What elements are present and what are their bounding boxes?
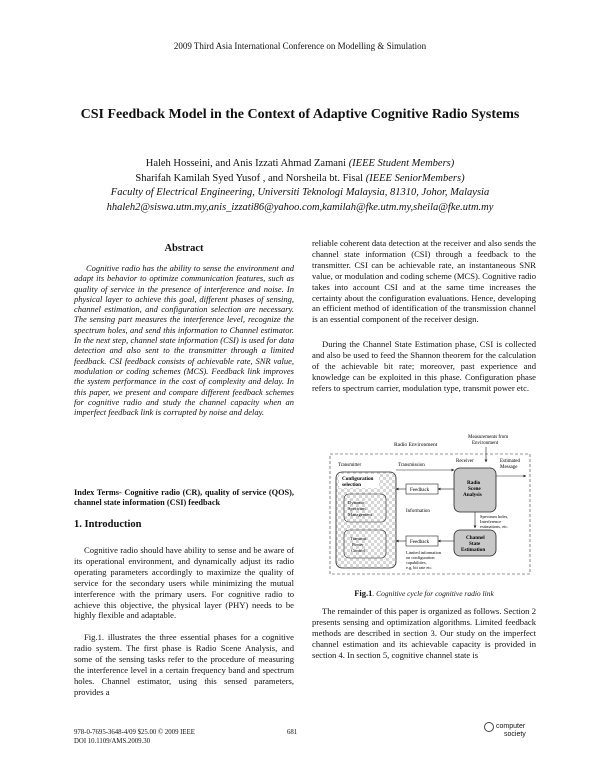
label-estimated-1: Estimated [500,459,520,464]
config-label-1: Configuration [342,476,374,482]
footer-publication-info [74,728,195,746]
transmit-power-control-box [344,530,386,558]
cse-label-2: State [469,541,481,547]
cse-label-1: Channel [466,535,485,541]
figure-cognitive-cycle [326,432,536,582]
introduction-paragraph-2: Fig.1. illustrates the three essential phases for a cognitive radio system. The first phase is Radio Scene Analysis, and some of the sensing tasks refer to the procedure of measuring the interference level in a certain frequency band and spectrum holes. Channel estimator, using this sensed parameters, provides a [74,632,294,697]
author-names-1: Haleh Hosseini, and Anis Izzati Ahmad Zamani [145,158,349,169]
dsm-label-1: Dynamic [348,500,365,505]
abstract-heading: Abstract [164,243,204,254]
fb-info-label-3: capabilities, [406,560,427,565]
fb-info-label-1: Limited information [406,550,441,555]
label-measurements-1: Measurements from [468,435,509,440]
fb-info-label-4: e.g, bit rate etc. [406,565,433,570]
dsm-label-3: Management [348,512,372,517]
index-terms: Index Terms- Cognitive radio (CR), quality of service (QOS), channel state information (CSI) feedback [74,488,294,508]
tpc-label-2: Power [352,542,364,547]
figure-caption-text: . Cognitive cycle for cognitive radio link [372,589,494,598]
dsm-label-2: Spectrum [348,506,366,511]
page-number: 681 [287,729,298,736]
author-line-1 [0,157,600,172]
author-emails: hhaleh2@siswa.utm.my,anis_izzati86@yahoo.com,kamilah@fke.utm.my,sheila@fke.utm.my [106,201,494,213]
figure-caption [312,588,536,598]
publisher-logo-icon [484,722,494,732]
author-line-2 [0,172,600,187]
label-transmitter: Transmitter [338,463,362,468]
holes-label-1: Spectrum holes, [480,514,509,519]
right-paragraph-3: The remainder of this paper is organized as follows. Section 2 presents sensing and optimization algorithms. Limited feedback methods are described in section 3. Our study on the imperfect channel estimation and its achievable capacity is provided in section 4. In section 5, cognitive channel state is [312,606,536,660]
holes-label-3: estimations, etc. [480,524,509,529]
tpc-label-1: Transmit [350,536,367,541]
publisher-logo [484,722,538,742]
label-transmission: Transmission [398,463,425,468]
label-information: Information [406,509,430,514]
feedback-label-bottom: Feedback [410,540,430,545]
author-role-1: (IEEE Student Members) [348,158,455,169]
label-estimated-2: Message [500,465,518,470]
fb-info-label-2: on configuration [406,555,435,560]
figure-caption-label: Fig.1 [354,588,373,598]
cognitive-cycle-diagram [326,432,536,582]
right-paragraph-2: During the Channel State Estimation phase, CSI is collected and also be used to feed the Shannon theorem for the calculation of the achievable bit rate; moreover, past experience and knowledge can be exploited in this phase. Configuration phase refers to spectrum carrier, modulation type, transmit power etc. [312,339,536,393]
publisher-logo-line-1: computer [496,723,526,730]
abstract-text: Cognitive radio has the ability to sense the environment and adapt its behavior to optimize communication features, such as quality of service in the presence of interference and noise. In physical layer to achieve this goal, different phases of sensing, channel estimation, and configuration selection are necessary. The sensing part measures the interference level, recognize the spectrum holes, and send this information to Channel estimator. In the next step, channel state information (CSI) is used for data detection and also sent to the transmitter through a limited feedback. CSI feedback consists of achievable rate, SNR value, modulation or coding schemes (MCS). Feedback link improves the system performance in the cost of complexity and delay. In this paper, we present and compare different feedback schemes for cognitive radio and study the channel capacity when an imperfect feedback link is corrupted by noise and delay. [74,263,294,418]
label-measurements-2: Environment [472,441,499,446]
right-paragraph-1: reliable coherent data detection at the receiver and also sends the channel state information (CSI) through a feedback to the transmitter. CSI can be achievable rate, an instantaneous SNR value, or modulation and coding scheme (MCS). Cognitive radio takes into account CSI and at the same time increases the certainty about the configuration evaluations. Hence, developing an efficient method of identification of the transmission channel is an essential component of the receiver design. [312,238,536,325]
publisher-logo-line-2: society [504,731,526,738]
label-radio-environment: Radio Environment [394,442,438,448]
rsa-label-1: Radio [467,480,481,486]
footer-doi: DOI 10.1109/AMS.2009.30 [74,738,151,745]
rsa-label-3: Analysis [463,492,482,498]
config-label-2: selection [342,482,362,488]
footer-isbn: 978-0-7695-3648-4/09 $25.00 © 2009 IEEE [74,729,195,736]
author-role-2: (IEEE SeniorMembers) [365,172,465,184]
conference-header: 2009 Third Asia International Conference on Modelling & Simulation [173,41,427,51]
paper-title: CSI Feedback Model in the Context of Adaptive Cognitive Radio Systems [80,107,520,122]
author-names-2: Sharifah Kamilah Syed Yusof , and Norsheila bt. Fisal [135,172,366,184]
introduction-heading: 1. Introduction [74,519,142,530]
rsa-label-2: Scene [468,486,481,492]
cse-label-3: Estimation [461,547,486,553]
feedback-label-top: Feedback [410,488,430,493]
holes-label-2: Interference [480,519,502,524]
author-block [0,157,600,215]
tpc-label-3: Control [351,548,366,553]
label-receiver: Receiver [456,459,474,464]
affiliation: Faculty of Electrical Engineering, Universiti Teknologi Malaysia, 81310, Johor, Malaysia [110,187,490,198]
introduction-paragraph-1: Cognitive radio should have ability to sense and be aware of its operational environment, and dynamically adjust its radio operating parameters accordingly to maximize the quality of service for the secondary users while minimizing the mutual interference with the primary users. For cognitive radio to achieve this objective, the physical layer (PHY) needs to be highly flexible and adaptable. [74,545,294,621]
